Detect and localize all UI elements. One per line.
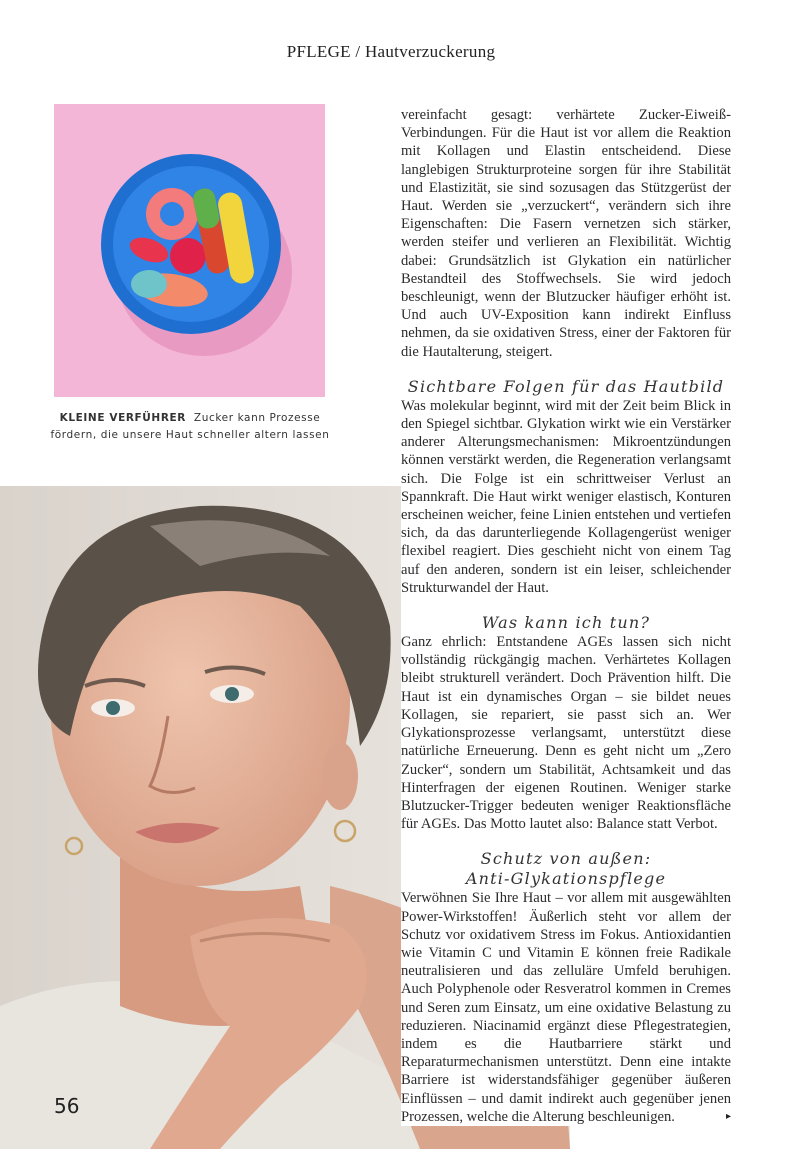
section-heading-protection-line2: Anti-Glykationspflege <box>465 869 667 889</box>
photo-caption <box>40 410 340 444</box>
page-header: PFLEGE / Hautverzuckerung <box>286 42 496 61</box>
section-heading-visible-effects: Sichtbare Folgen für das Hautbild <box>407 376 725 396</box>
candy-plate-photo <box>54 104 325 397</box>
section-paragraph-what-to-do: Ganz ehrlich: Entstandene AGEs lassen sich nicht vollständig rückgängig machen. Verhärtetes Kollagen bleibt strukturell verändert. Doch Prävention hilft. Die Haut ist ein dynamisches Organ – sie bildet neues Kollagen, sie repariert, sie passt sich an. Wer Glykationsprozesse verlangsamt, unterstützt diese natürliche Erneuerung. Denn es geht nicht um „Zero Zucker“, sondern um Stabilität, Achtsamkeit und das Hinterfragen der eigenen Routinen. Weniger starke Blutzucker-Trigger bedeuten weniger Reaktionsfläche für AGEs. Das Motto lautet also: Balance statt Verbot. <box>401 634 731 833</box>
caption-text: Zucker kann Prozesse fördern, die unsere Haut schneller altern lassen <box>50 412 330 441</box>
section-heading-protection-line1: Schutz von außen: <box>480 849 652 869</box>
section-paragraph-protection <box>401 889 731 1126</box>
caption-title: KLEINE VERFÜHRER <box>59 412 186 424</box>
section-heading-protection <box>401 849 731 889</box>
section-paragraph-protection-text: Verwöhnen Sie Ihre Haut – vor allem mit ausgewählten Power-Wirkstoffen! Äußerlich steht vor allem der Schutz vor oxidativem Stress im Fokus. Antioxidantien wie Vitamin C und Vitamin E können freie Radikale neutralisieren und das zelluläre Umfeld beruhigen. Auch Polyphenole oder Resveratrol kommen in Cremes und Seren zum Einsatz, um eine oxidative Belastung zu reduzieren. Niacinamid ergänzt diese Pflegestrategien, indem es die Hautbarriere stärkt und Reparaturmechanismen unterstützt. Denn eine intakte Barriere ist widerstandsfähiger gegenüber äußeren Einflüssen – und damit indirekt auch gegenüber jenen Prozessen, welche die Alterung beschleunigen. <box>401 890 731 1125</box>
section-heading-what-to-do: Was kann ich tun? <box>481 613 651 633</box>
intro-paragraph: vereinfacht gesagt: verhärtete Zucker-Eiweiß-Verbindungen. Für die Haut ist vor allem die Reaktion mit Kollagen und Elastin entscheidend. Diese langlebigen Strukturproteine sorgen für ihre Stabilität und Elastizität, sie sind sozusagen das Stützgerüst der Haut. Werden sie „verzuckert“, verändern sich ihre Eigenschaften: Die Fasern vernetzen sich stärker, werden steifer und verlieren an Flexibilität. Wichtig dabei: Grundsätzlich ist Glykation ein natürlicher Bestandteil des Stoffwechsels. Sie wird jedoch beschleunigt, wenn der Blutzucker häufiger erhöht ist. Und auch UV-Exposition kann indirekt Einfluss nehmen, da sie oxidativen Stress, einer der Faktoren für die Hautalterung, steigert. <box>401 107 731 360</box>
section-paragraph-visible-effects: Was molekular beginnt, wird mit der Zeit beim Blick in den Spiegel sichtbar. Glykation wirkt wie ein Verstärker anderer Alterungsmechanismen: Mikroentzündungen können verstärkt werden, die Regeneration verlangsamt sich. Die Folge ist ein schrittweiser Verlust an Spannkraft. Die Haut wirkt weniger elastisch, Konturen erscheinen weicher, feine Linien entstehen und vertiefen sich, da das darunterliegende Kollagengerüst weniger flexibel reagiert. Dies geschieht nicht von einem Tag auf den anderen, sondern ist ein leiser, schleichender Strukturwandel der Haut. <box>401 397 731 596</box>
end-arrow-icon: ▸ <box>725 1110 731 1122</box>
page-number: 56 <box>54 1094 80 1118</box>
article-column <box>401 106 731 1126</box>
